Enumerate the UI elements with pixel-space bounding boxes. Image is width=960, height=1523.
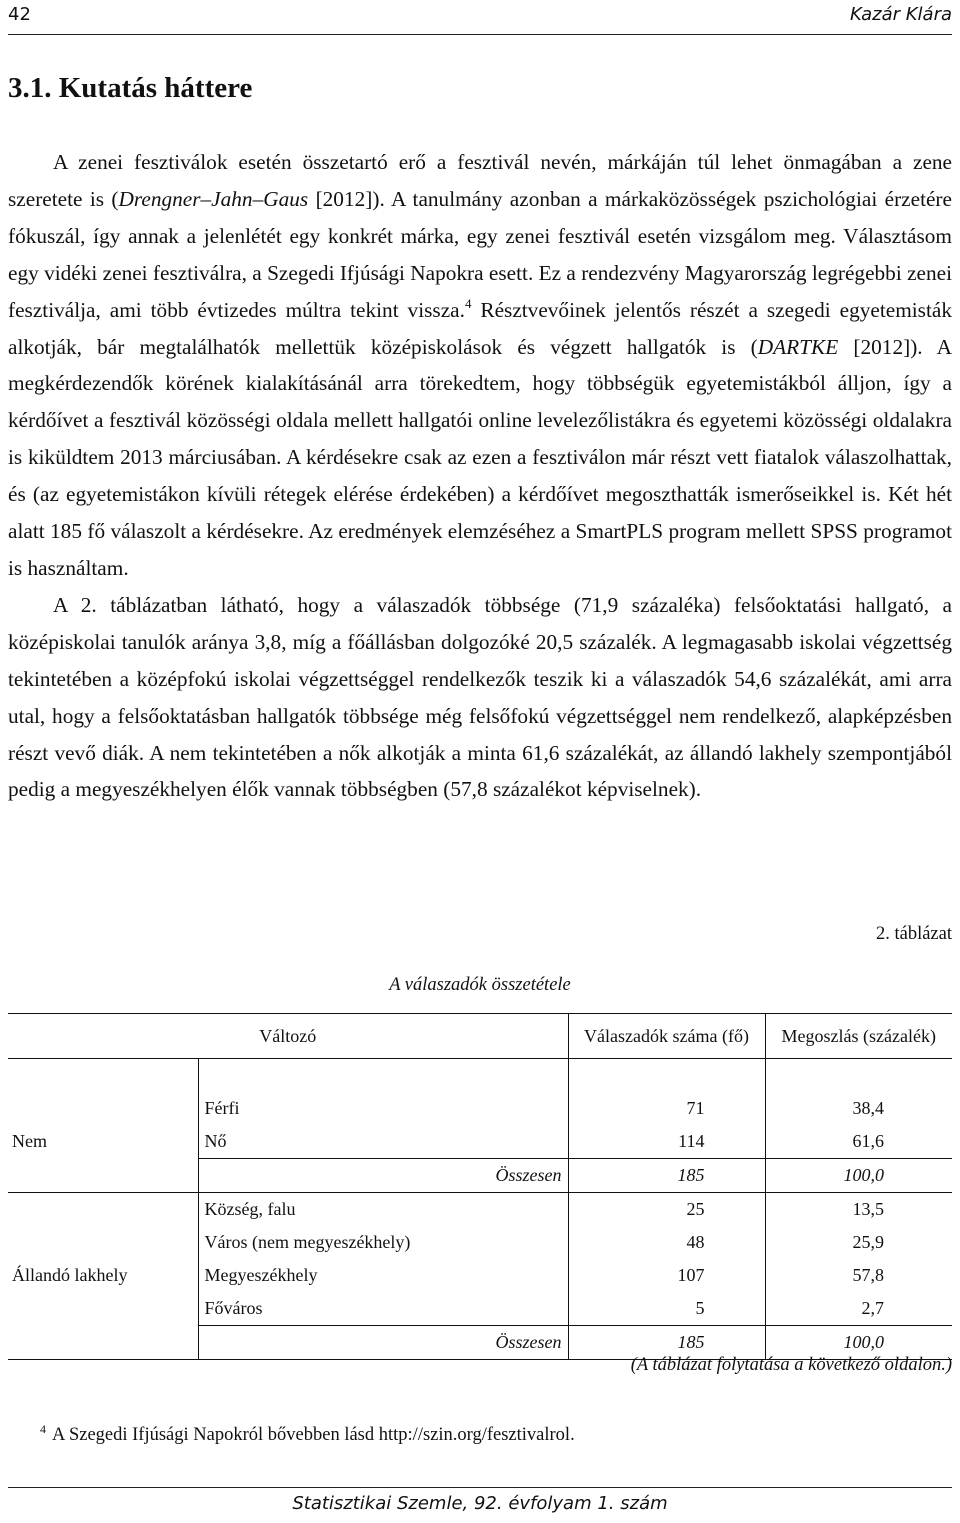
total-share: 100,0 [765, 1326, 952, 1360]
row-share: 2,7 [861, 1298, 884, 1318]
total-label: Összesen [198, 1326, 568, 1360]
page-number: 42 [8, 4, 31, 25]
table-header-row [8, 1014, 952, 1059]
row-share: 57,8 [852, 1265, 884, 1285]
row-label: Főváros [198, 1292, 568, 1326]
col-header-share: Megoszlás (százalék) [765, 1014, 952, 1059]
footnote-reference[interactable]: 4 [464, 295, 472, 311]
citation-author: DARTKE [757, 334, 839, 359]
respondents-table [8, 1013, 952, 1360]
row-label: Község, falu [198, 1193, 568, 1227]
row-share: 13,5 [852, 1199, 884, 1219]
group-label: Állandó lakhely [8, 1259, 198, 1292]
table-row [8, 1259, 952, 1292]
table-row [8, 1292, 952, 1326]
row-label: Megyeszékhely [198, 1259, 568, 1292]
total-count: 185 [568, 1159, 765, 1193]
section-title: 3.1. Kutatás háttere [8, 72, 253, 104]
paragraph-text: A zenei fesztiválok esetén összetartó erő a fesztivál nevén, márkáján túl lehet önmagában a zene szeretete is ( [8, 150, 952, 211]
paragraph-text: [2012]). A megkérdezendők körének kialakításánál arra törekedtem, hogy többségük egyetemistákból álljon, így a kérdőívet a fesztivál közösségi oldala mellett hallgatói online levelezőlistákra és egyetemi közösségi oldalakra is kiküldtem 2013 márciusában. A kérdésekre csak az ezen a fesztiválon már részt vett fiatalok válaszolhattak, és (az egyetemistákon kívüli rétegek elérése érdekében) a kérdőívet megoszthatták ismerőseikkel is. Két hét alatt 185 fő válaszolt a kérdésekre. Az eredmények elemzéséhez a SmartPLS program mellett SPSS programot is használtam. [8, 334, 952, 580]
row-share: 61,6 [852, 1131, 884, 1151]
total-share: 100,0 [765, 1159, 952, 1193]
table-continuation-note: (A táblázat folytatása a következő oldalon.) [630, 1355, 952, 1375]
row-share: 25,9 [852, 1232, 884, 1252]
footnote-text: A Szegedi Ifjúsági Napokról bővebben lásd http://szin.org/fesztivalrol. [52, 1425, 575, 1446]
table-caption: A válaszadók összetétele [389, 975, 571, 995]
row-count: 71 [568, 1092, 765, 1125]
total-label: Összesen [198, 1159, 568, 1193]
running-footer: Statisztikai Szemle, 92. évfolyam 1. szám [8, 1487, 952, 1514]
row-count: 48 [568, 1226, 765, 1259]
row-count: 114 [568, 1125, 765, 1159]
footnote-marker: 4 [40, 1422, 46, 1436]
total-count: 185 [568, 1326, 765, 1360]
running-header [8, 0, 952, 35]
paragraph-2: A 2. táblázatban látható, hogy a válaszadók többsége (71,9 százaléka) felsőoktatási hallgató, a középiskolai tanulók aránya 3,8, míg a főállásban dolgozóké 20,5 százalék. A legmagasabb iskolai végzettség tekintetében a középfokú iskolai végzettséggel rendelkezők teszik ki a válaszadók 54,6 százalékát, ami arra utal, hogy a felsőoktatásban hallgatók többsége még felsőfokú végzettséggel nem rendelkező, alapképzésben részt vevő diák. A nem tekintetében a nők alkotják a minta 61,6 százalékát, az állandó lakhely szempontjából pedig a megyeszékhelyen élők vannak többségben (57,8 százalékot képviselnek). [8, 592, 952, 802]
row-count: 5 [568, 1292, 765, 1326]
col-header-count: Válaszadók száma (fő) [568, 1014, 765, 1059]
paragraph-text: [2012]). A tanulmány azonban a márkaközösségek pszichológiai érzetére fókuszál, így annak a jelenlétét egy konkrét márka, egy zenei fesztivál esetén vizsgálom meg. Választásom egy vidéki zenei fesztiválra, a Szegedi Ifjúsági Napokra esett. Ez a rendezvény Magyarország legrégebbi zenei fesztiválja, ami több évtizedes múltra tekint vissza. [8, 186, 952, 322]
body-text [8, 144, 952, 808]
table-total-row [8, 1159, 952, 1193]
paragraph-text: Résztvevőinek jelentős részét a szegedi egyetemisták alkotják, bár megtalálhatók mellettük középiskolások és végzett hallgatók is ( [8, 297, 952, 359]
table-row [8, 1125, 952, 1159]
col-header-variable: Változó [8, 1014, 568, 1059]
footnote [40, 1422, 575, 1446]
row-label: Férfi [198, 1092, 568, 1125]
row-label: Nő [198, 1125, 568, 1159]
row-count: 25 [568, 1193, 765, 1227]
table-row [8, 1226, 952, 1259]
table-row [8, 1092, 952, 1125]
table-number: 2. táblázat [875, 924, 952, 944]
table-row [8, 1059, 952, 1093]
paragraph-1 [8, 144, 952, 587]
author-name: Kazár Klára [849, 4, 952, 25]
row-count: 107 [568, 1259, 765, 1292]
row-share: 38,4 [852, 1098, 884, 1118]
table-row [8, 1193, 952, 1227]
row-label: Város (nem megyeszékhely) [198, 1226, 568, 1259]
citation-author: Drengner–Jahn–Gaus [118, 186, 309, 211]
group-label: Nem [8, 1125, 198, 1159]
